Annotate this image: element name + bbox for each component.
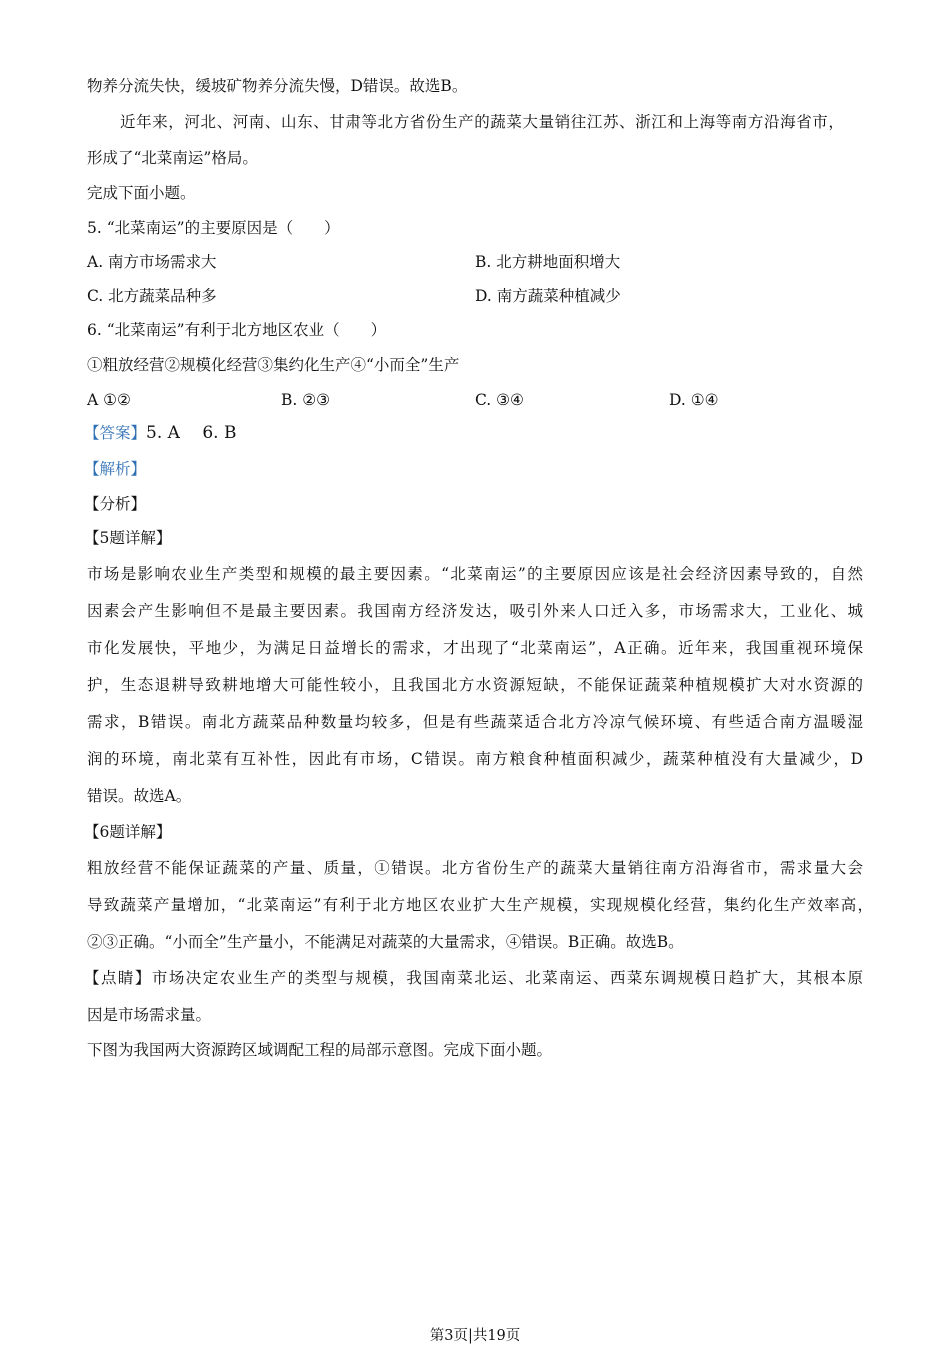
question-5-stem: 5. “北菜南运”的主要原因是（ ） [87,219,340,237]
detail-6-line: 导致蔬菜产量增加，“北菜南运”有利于北方地区农业扩大生产规模，实现规模化经营，集约化生产效率高， [87,896,873,914]
paragraph-line: 物养分流失快，缓坡矿物养分流失慢，D错误。故选B。 [87,77,468,95]
q5-option-d: D. 南方蔬菜种植减少 [475,287,621,305]
intro-paragraph: 近年来，河北、河南、山东、甘肃等北方省份生产的蔬菜大量销往江苏、浙江和上海等南方沿海省市， [120,113,845,131]
detail-5-line: 错误。故选A。 [87,787,192,805]
q5-option-a: A. 南方市场需求大 [87,253,217,271]
detail-6-line: 粗放经营不能保证蔬菜的产量、质量，①错误。北方省份生产的蔬菜大量销往南方沿海省市，需求量大会 [87,859,863,877]
tip-line: 【点睛】市场决定农业生产的类型与规模，我国南菜北运、北菜南运、西菜东调规模日趋扩大，其根本原 [84,969,863,987]
page-footer: 第3页|共19页 [429,1328,521,1344]
detail-6-label: 【6题详解】 [84,823,172,841]
detail-5-line: 润的环境，南北菜有互补性，因此有市场，C错误。南方粮食种植面积减少，蔬菜种植没有大量减少，D [87,750,863,768]
answer-label: 【答案】 [84,424,147,442]
question-6-stem: 6. “北菜南运”有利于北方地区农业（ ） [87,321,387,339]
intro-paragraph-cont: 形成了“北菜南运”格局。 [87,149,258,167]
answer-value: 5. A 6. B [146,423,237,443]
fenxi-label: 【分析】 [84,495,147,513]
q6-option-a: A ①② [87,391,131,409]
answer-line [84,423,236,443]
detail-5-line: 需求，B错误。南北方蔬菜品种数量均较多，但是有些蔬菜适合北方冷凉气候环境、有些适合南方温暖湿 [87,713,863,731]
q6-option-b: B. ②③ [281,391,331,409]
detail-5-line: 护，生态退耕导致耕地增大可能性较小，且我国北方水资源短缺，不能保证蔬菜种植规模扩大对水资源的 [87,676,863,694]
detail-5-label: 【5题详解】 [84,529,172,547]
detail-6-line: ②③正确。“小而全”生产量小，不能满足对蔬菜的大量需求，④错误。B正确。故选B。 [87,933,684,951]
question-6-items: ①粗放经营②规模化经营③集约化生产④“小而全”生产 [87,356,460,374]
next-section-intro: 下图为我国两大资源跨区域调配工程的局部示意图。完成下面小题。 [87,1041,553,1059]
q5-option-b: B. 北方耕地面积增大 [475,253,621,271]
detail-5-line: 因素会产生影响但不是最主要因素。我国南方经济发达，吸引外来人口迁入多，市场需求大，工业化、城 [87,602,863,620]
task-instruction: 完成下面小题。 [87,184,196,202]
detail-5-line: 市场是影响农业生产类型和规模的最主要因素。“北菜南运”的主要原因应该是社会经济因素导致的，自然 [87,565,863,583]
tip-line: 因是市场需求量。 [87,1006,212,1024]
q6-option-d: D. ①④ [669,391,719,409]
q6-option-c: C. ③④ [475,391,524,409]
detail-5-line: 市化发展快，平地少，为满足日益增长的需求，才出现了“北菜南运”，A正确。近年来，我国重视环境保 [87,639,863,657]
q5-option-c: C. 北方蔬菜品种多 [87,287,217,305]
analysis-label: 【解析】 [84,460,147,478]
